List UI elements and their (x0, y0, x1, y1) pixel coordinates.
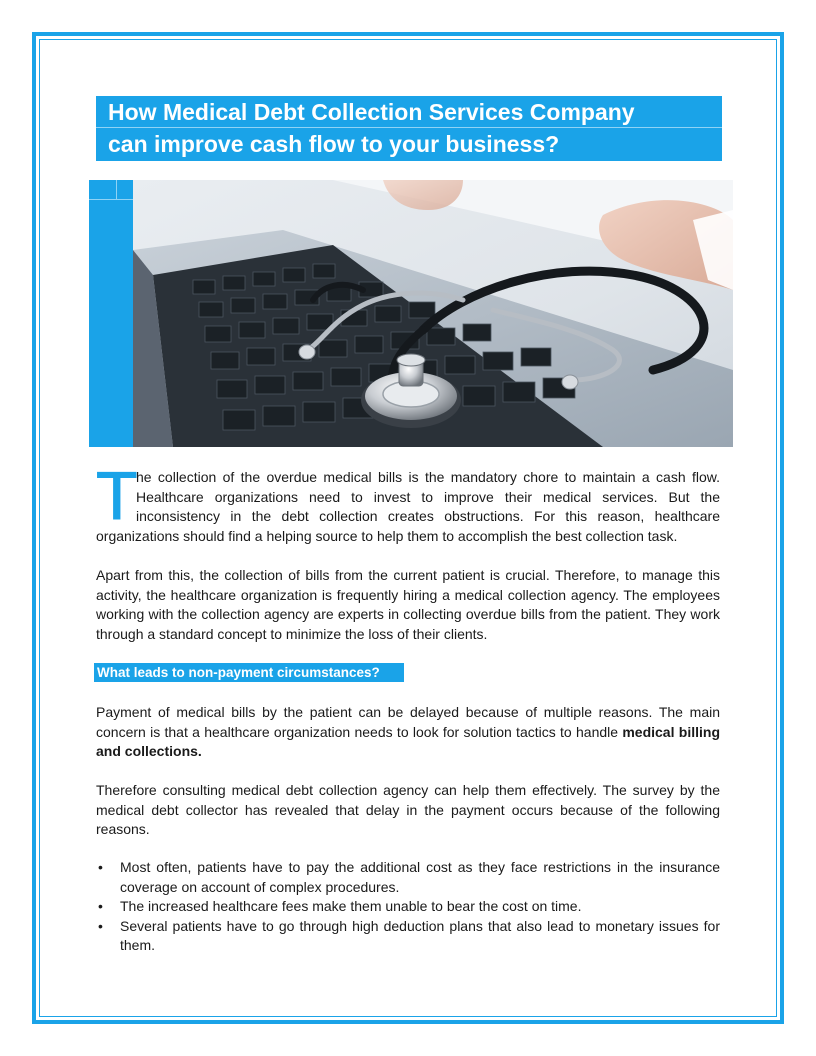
intro-text: he collection of the overdue medical bills is the mandatory chore to maintain a cash flow. Healthcare organizations need to invest to improve their medical services. But the inconsistency in the debt collection creates obstructions. For this reason, healthcare organizations should find a helping source to help them to accomplish the best collection task. (96, 469, 720, 544)
page-title-line-2: can improve cash flow to your business? (108, 131, 560, 157)
paragraph-3-bold: medical billing and collections. (96, 723, 720, 760)
reasons-list (96, 858, 720, 956)
paragraph-4-text: Therefore consulting medical debt collection agency can help them effectively. The survey by the medical debt collector has revealed that delay in the payment occurs because of the following reasons. (96, 782, 720, 838)
drop-cap-letter: T (96, 458, 138, 534)
list-item: • Several patients have to go through high deduction plans that also lead to monetary issues for them. (96, 917, 720, 956)
section-heading: What leads to non-payment circumstances? (94, 663, 404, 682)
body-paragraph-4 (96, 781, 720, 840)
intro-paragraph (96, 458, 720, 546)
title-banner (96, 96, 722, 161)
title-divider (96, 127, 722, 128)
list-item: • Most often, patients have to pay the additional cost as they face restrictions in the insurance coverage on account of complex procedures. (96, 858, 720, 897)
body-paragraph-2 (96, 566, 720, 644)
list-item: • The increased healthcare fees make them unable to bear the cost on time. (96, 897, 720, 917)
body-paragraph-3 (96, 703, 720, 762)
paragraph-3-text: Payment of medical bills by the patient can be delayed because of multiple reasons. The main concern is that a healthcare organization needs to look for solution tactics to handle (96, 704, 720, 740)
hero-image (89, 180, 733, 447)
paragraph-2-text: Apart from this, the collection of bills from the current patient is crucial. Therefore, to manage this activity, the healthcare organization is frequently hiring a medical collection agency. The employees working with the collection agency are experts in collecting overdue bills from the patient. They work through a standard concept to minimize the loss of their clients. (96, 567, 720, 642)
hero-accent-strip (89, 180, 133, 447)
page-title-line-1: How Medical Debt Collection Services Company (108, 99, 635, 125)
stethoscope-on-laptop-photo (133, 180, 733, 447)
